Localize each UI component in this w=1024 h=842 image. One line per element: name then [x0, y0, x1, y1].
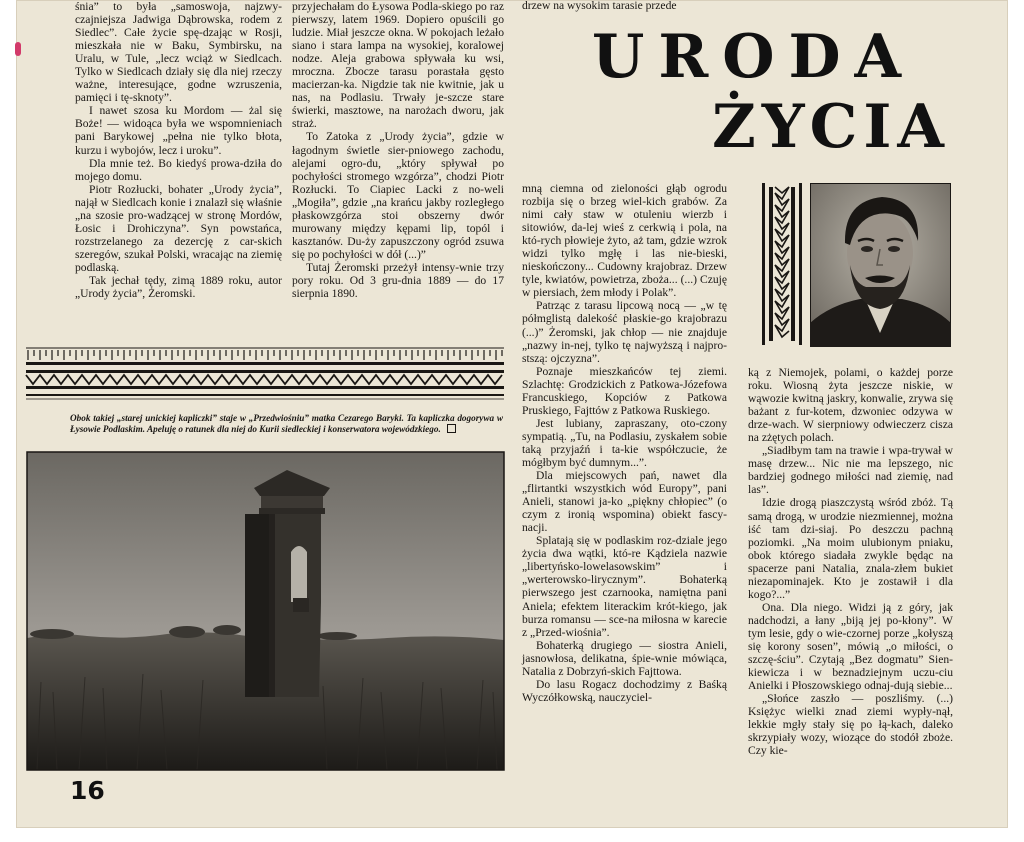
photo-caption: [70, 413, 503, 434]
paragraph: Splatają się w podlaskim roz-dziale jego życia dwa wątki, któ-re Kądziela nazwie „libertyńsko-lowelasowskim” i „werterowsko-lirycznym”. Bohaterką pierwszego jest czarnooka, namiętna pani Aniela; efektem literackim krót-kiego, jak burza romansu — sce-na miłosna w karecie z „Przed-wiośnia”.: [522, 534, 727, 639]
paragraph: „Siadłbym tam na trawie i wpa-trywał w masę drzew... Nic nie ma lepszego, nic bardziej godnego miłości nad ziemię, nad las”.: [748, 444, 953, 497]
paragraph: Ona. Dla niego. Widzi ją z góry, jak nadchodzi, a łany „biją jej po-kłony”. W tym lesie, gdy o wie-czornej porze „kołyszą się korony sosen”, mówią „o miłości, o szczę-ściu”. Czytają „Bez dogmatu” Sien-kiewicza i w beznadziejnym uczu-ciu Anielki i Płoszowskiego odnaj-dują siebie...: [748, 600, 953, 693]
article-column-2: [292, 0, 504, 300]
paragraph: ką z Niemojek, polami, o każdej porze roku. Wiosną żyta jeszcze niskie, w wąwozie kwitną jaskry, konwalie, zrywa się bażant z fur-kotem, dzwoniec odzywa w drze-wach. W sierpniowy odwieczerz cisza na zżętych polach.: [748, 366, 953, 445]
paragraph: I nawet szosa ku Mordom — żal się Boże! — widoąca była we wspomnieniach pani Barykowej „pełna nie tylko błota, kurzu i wybojów, lecz i uroku”.: [75, 104, 282, 157]
paragraph: Jest lubiany, zapraszany, oto-czony sympatią. „Tu, na Podlasiu, zyskałem sobie taką przyjaźń i ta-kie współczucie, że mógłbym być dumnym...”.: [522, 416, 727, 469]
portrait-photo: [810, 183, 951, 347]
caption-text: Obok takiej „starej unickiej kapliczki” staje w „Przedwiośniu” matka Cezarego Baryki. Ta kapliczka dogorywa w Łysowie Podlaskim. Apeluję o ratunek dla niej do Kurii siedleckiej i konserwatora wojewódzkiego.: [70, 413, 503, 434]
headline-line-1: URODA: [592, 22, 916, 92]
article-column-1: [75, 0, 282, 300]
paragraph: mną ciemna od zieloności głąb ogrodu rozbija się o brzeg wiel-kich grabów. Za nimi cały staw w otuleniu wierzb i sitowiów, da-lej wieś z cerkwią i pola, na któ-rych płowieje żyto, aż tam, gdzie wzrok widzi tylko mgłę i las nie-bieski, nieskończony... Cudowny krajobraz. Drzew tyle, kwiatów, powietrza, zboża... (...) Czuję w piersiach, żem młody i Polak”.: [522, 182, 727, 300]
article-column-3: [522, 182, 727, 704]
paragraph: Do lasu Rogacz dochodzimy z Baśką Wyczółkowską, nauczyciel-: [522, 677, 727, 704]
chapel-photo: [27, 452, 504, 770]
cut-text-line: drzew na wysokim tarasie przede: [522, 0, 677, 12]
paragraph: Tutaj Żeromski przeżył intensy-wnie trzy pory roku. Od 3 gru-dnia 1889 — do 17 sierpnia 1890.: [292, 260, 504, 301]
folk-ornament-vertical: [760, 183, 804, 345]
paragraph: Bohaterką drugiego — siostra Anieli, jasnowłosa, delikatna, śpie-wnie mówiąca, Natalia z Dobrzyń-skich Fajttowa.: [522, 638, 727, 678]
paragraph: „Słońce zaszło — poszliśmy. (...) Księżyc wielki znad ziemi wypły-nął, lekkie mgły stały się po łą-kach, daleko skrzypiały wozy, wiozące do stodół zboże. Czy kie-: [748, 692, 953, 758]
red-ink-mark: [15, 42, 21, 56]
end-mark-square: [447, 424, 456, 433]
paragraph: Dla miejscowych pań, nawet dla „flirtantki wszystkich wód Europy”, pani Anieli, stanowi ja-ko „piękny chłopiec” (o czym z ironią wspomina) obiekt fascy-nacji.: [522, 469, 727, 535]
paragraph: śnia” to była „samoswoja, najzwy-czajniejsza Jadwiga Dąbrowska, rodem z Siedlec”. Całe życie spę-dzając w Rosji, mieszkała nie w Baku, Symbirsku, na Uralu, w Tule, „lecz wciąż w Siedlcach. Tylko w Siedlcach działy się dla niej rzeczy ważne, interesujące, godne wzruszenia, pamięci i tę-sknoty”.: [75, 0, 282, 105]
paragraph: Idzie drogą piaszczystą wśród zbóż. Tą samą drogą, w urodzie niezmiennej, można iść tam dzi-siaj. Po deszczu pachną poziomki. „Na moim ulubionym pniaku, obok którego siadała zwykle będąc na spacerze pani Natalia, znala-złem bukiet niezapominajek. Kto je zostawił i dla kogo?...”: [748, 496, 953, 601]
paragraph: To Zatoka z „Urody życia”, gdzie w łagodnym świetle sier-pniowego zachodu, alejami ogro-du, „który spływał po pochyłości stromego wzgórza”, chodzi Piotr Rozłucki. To Ciapiec Lacki z no-weli „Mogiła”, gdzie „na krańcu jakby rozległego płaskowzgórza stoi obszerny dwór murowany między kępami lip, topól i kasztanów. Du-ży zapuszczony ogród zsuwa się po pochyłości w dół (...)”: [292, 130, 504, 261]
page-number: 16: [70, 776, 105, 805]
paragraph: Tak jechał tędy, zimą 1889 roku, autor „Urody życia”, Żeromski.: [75, 273, 282, 301]
paragraph: Dla mnie też. Bo kiedyś prowa-dziła do mojego domu.: [75, 156, 282, 183]
article-column-4: [748, 366, 953, 757]
paragraph: Poznaje mieszkańców tej ziemi. Szlachtę: Grodzickich z Patkowa-Józefowa Francuskiego, Kopciów z Patkowa Pruskiego, Fajttów z Patkowa Ruskiego.: [522, 364, 727, 417]
paragraph: Patrząc z tarasu lipcową nocą — „w tę półmglistą dalekość płaskie-go krajobrazu (...)” Żeromski, jak chłop — nie znajduje „nazwy in-nej, tylko tę najwyższą i najpro-stszą: ojczyzna”.: [522, 299, 727, 365]
paragraph: Piotr Rozłucki, bohater „Urody życia”, najął w Siedlcach konie i znalazł się właśnie „na szosie pro-wadzącej w stronę Mordów, Łosic i Drohiczyna”. Syn powstańca, rozstrzelanego za dezercję z car-skich szeregów, szukał Polski, wracając na ziemię podlaską.: [75, 182, 282, 274]
headline-line-2: ŻYCIA: [712, 92, 950, 162]
folk-ornament-horizontal: [26, 344, 504, 400]
paragraph: przyjechałam do Łysowa Podla-skiego po raz pierwszy, latem 1969. Dopiero opuścili go ludzie. Miał jeszcze okna. W pokojach leżało siano i stara lampa na wysokiej, koralowej nodze. Aleja grabowa spływała ku wsi, mroczna. Zbocze tarasu porastała gęsto macierzan-ka. Nigdzie tak nie kwitnie, jak u nas, na Podlasiu. Trwały je-szcze stare świerki, masztowe, na narożach dworu, jak straż.: [292, 0, 504, 131]
